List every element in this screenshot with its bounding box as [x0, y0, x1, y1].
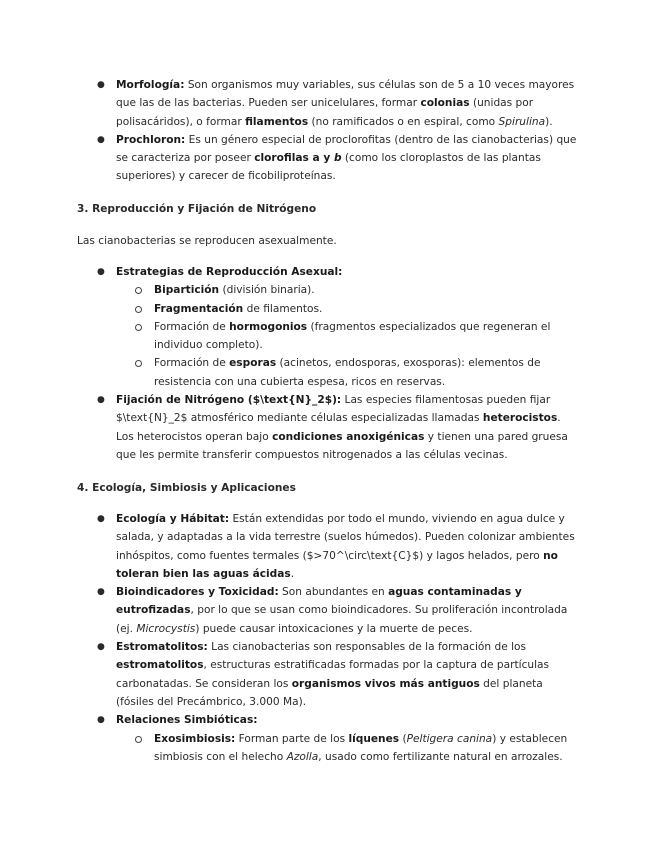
circle-bullet-icon [135, 736, 142, 743]
bullet-icon: ● [97, 395, 105, 406]
item-label: Morfología: [116, 79, 185, 91]
bullet-icon: ● [97, 715, 105, 726]
bold-term: colonias [420, 97, 470, 110]
bold-term: organismos vivos más antiguos [291, 677, 480, 690]
bold-term: heterocistos [482, 412, 558, 425]
item-text: de filamentos. [243, 302, 323, 315]
circle-bullet-icon [135, 360, 142, 367]
list-item-morfologia [0, 76, 655, 131]
bullet-icon: ● [97, 642, 105, 653]
section-4-list [0, 510, 655, 766]
item-label: Exosimbiosis: [154, 732, 236, 745]
item-text: Las especies filamentosas pueden fijar $\text{N}_2$ atmosférico mediante células especializadas llamadas [116, 394, 551, 425]
italic-term: Azolla [286, 750, 319, 763]
bold-term: aguas contaminadas y eutrofizadas [116, 586, 522, 617]
item-text: ). [545, 115, 553, 128]
item-text: Formación de [154, 357, 230, 370]
item-text: Están extendidas por todo el mundo, viviendo en agua dulce y salada, y adaptadas a la vida terrestre (suelos húmedos). Pueden colonizar ambientes inhóspitos, como fuentes termales ($>70^\circ\text{C}$) y lagos helados, pero [116, 513, 575, 562]
list-item-estromatolitos [0, 638, 655, 711]
item-text: (fragmentos especializados que regeneran el individuo completo). [154, 320, 551, 352]
item-text: , estructuras estratificadas formadas por la captura de partículas carbonatadas. Se consideran los [116, 659, 550, 690]
item-label: Estrategias de Reproducción Asexual: [116, 266, 343, 278]
item-text: Las cianobacterias son responsables de la formación de los [207, 641, 527, 654]
item-label: Relaciones Simbióticas: [116, 714, 258, 727]
item-text: (acinetos, endosporas, exosporas): elementos de resistencia con una cubierta espesa, ricos en reservas. [154, 357, 541, 388]
italic-term: Peltigera canina [406, 732, 493, 745]
bold-term: no toleran bien las aguas ácidas [116, 549, 558, 580]
item-text: Son organismos muy variables, sus células son de 5 a 10 veces mayores que las de las bacterias. Pueden ser unicelulares, formar [116, 79, 575, 110]
item-label: Bioindicadores y Toxicidad: [116, 586, 279, 599]
item-text: ) y establecen simbiosis con el helecho [154, 732, 568, 763]
item-text: . [290, 567, 295, 580]
bold-term: condiciones anoxigénicas [272, 430, 425, 443]
list-item-bioindicadores [0, 583, 655, 638]
item-text: ( [399, 732, 407, 745]
circle-bullet-icon [135, 287, 142, 294]
item-text: y tienen una pared gruesa que les permite transferir compuestos nitrogenados a las células vecinas. [116, 430, 568, 461]
sub-item-fragmentacion [0, 300, 655, 318]
bold-term: esporas [229, 357, 277, 370]
bold-term: estromatolitos [116, 659, 204, 672]
bullet-icon: ● [97, 134, 105, 145]
item-text: (como los cloroplastos de las plantas superiores) y carecer de ficobiliproteínas. [116, 152, 541, 183]
section-4-heading: 4. Ecología, Simbiosis y Aplicaciones [77, 482, 296, 494]
sub-item-exosimbiosis [0, 730, 655, 767]
list-item-habitat [0, 510, 655, 583]
item-label: Ecología y Hábitat: [116, 513, 230, 525]
item-text: Forman parte de los [235, 732, 349, 745]
bold-term: Bipartición [154, 284, 220, 297]
bold-italic-term: b [333, 152, 342, 165]
item-text: del planeta (fósiles del Precámbrico, 3.000 Ma). [116, 677, 543, 708]
sub-item-hormogonios [0, 318, 655, 355]
sub-item-esporas [0, 354, 655, 391]
item-text: (no ramificados o en espiral, como [308, 115, 499, 128]
item-text: Formación de [154, 320, 230, 333]
item-text: (unidas por polisacáridos), o formar [116, 97, 534, 128]
item-label: Fijación de Nitrógeno ($\text{N}_2$): [116, 394, 342, 407]
circle-bullet-icon [135, 324, 142, 331]
section-3-intro: Las cianobacterias se reproducen asexualmente. [77, 235, 337, 247]
italic-term: Spirulina [498, 115, 546, 128]
bullet-icon: ● [97, 267, 105, 277]
bold-term: líquenes [348, 732, 400, 745]
item-label: Prochloron: [116, 133, 186, 146]
bold-term: Fragmentación [154, 302, 244, 315]
bold-term: hormogonios [229, 320, 308, 333]
sub-item-biparticion [0, 281, 655, 299]
item-text: (división binaria). [219, 284, 315, 297]
item-text: , usado como fertilizante natural en arrozales. [318, 750, 563, 763]
item-text: ) puede causar intoxicaciones y la muerte de peces. [195, 622, 473, 635]
list-item-prochloron [0, 131, 655, 186]
item-label: Estromatolitos: [116, 641, 208, 654]
intro-bullet-list [0, 76, 655, 186]
bold-term: clorofilas a y [254, 152, 334, 165]
section-3-list [0, 263, 655, 464]
section-3-heading: 3. Reproducción y Fijación de Nitrógeno [77, 203, 317, 215]
item-text: , por lo que se usan como bioindicadores. Su proliferación incontrolada (ej. [116, 604, 568, 635]
list-item-simbioticas [0, 711, 655, 729]
bullet-icon: ● [97, 587, 105, 598]
item-text: Es un género especial de proclorofitas (dentro de las cianobacterias) que se caracteriza por poseer [116, 133, 577, 165]
list-item-estrategias [0, 263, 655, 281]
circle-bullet-icon [135, 306, 142, 313]
item-text: Son abundantes en [278, 586, 389, 599]
bold-term: filamentos [245, 115, 309, 128]
bullet-icon: ● [97, 514, 105, 524]
italic-term: Microcystis [136, 622, 196, 635]
list-item-fijacion [0, 391, 655, 464]
item-text: . Los heterocistos operan bajo [116, 412, 561, 443]
bullet-icon: ● [97, 80, 105, 90]
